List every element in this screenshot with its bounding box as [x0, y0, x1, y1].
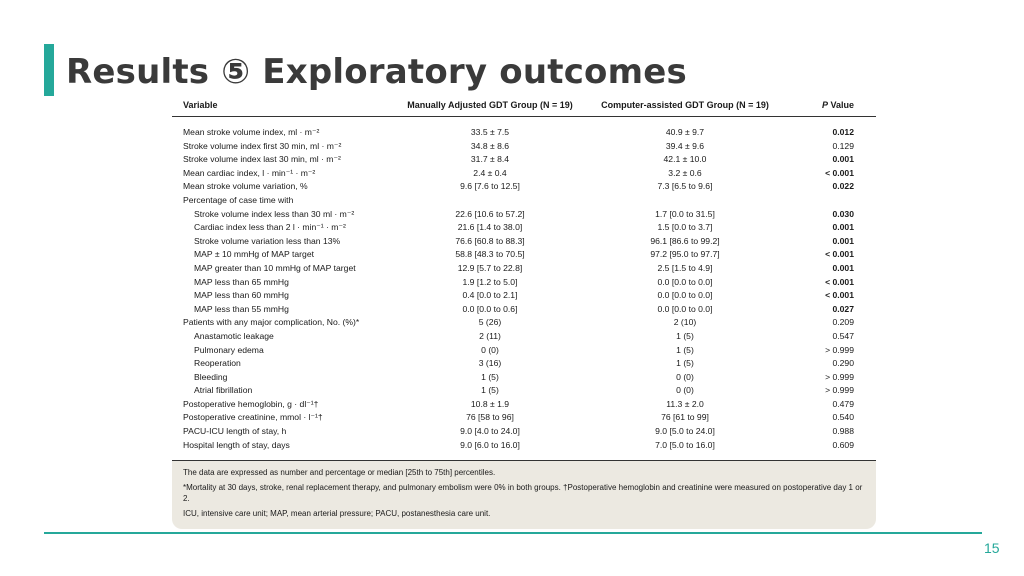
row-variable-label: Patients with any major complication, No. (%)*: [183, 317, 360, 328]
row-p-value: < 0.001: [825, 249, 854, 260]
table-row: [172, 303, 876, 317]
row-p-value: 0.609: [832, 439, 854, 450]
row-manual-value: 0.4 [0.0 to 2.1]: [462, 290, 518, 301]
row-computer-value: 2.5 [1.5 to 4.9]: [657, 262, 713, 273]
row-variable-label: Mean stroke volume index, ml · m⁻²: [183, 127, 320, 137]
header-p-value: [780, 96, 876, 117]
row-variable-label: Hospital length of stay, days: [183, 439, 290, 450]
table-header-row: [172, 96, 876, 117]
table-row: [172, 262, 876, 276]
table-row: [172, 425, 876, 439]
row-computer-value: 97.2 [95.0 to 97.7]: [650, 249, 720, 260]
header-computer-group: Computer-assisted GDT Group (N = 19): [590, 96, 780, 117]
row-manual-value: 0 (0): [481, 344, 499, 355]
row-p-value: 0.547: [832, 330, 854, 341]
row-variable-label: Stroke volume index less than 30 ml · m⁻²: [194, 208, 355, 219]
row-manual-value: 3 (16): [478, 358, 502, 369]
row-computer-value: 1 (5): [676, 330, 694, 341]
row-manual-value: 9.0 [4.0 to 24.0]: [460, 426, 520, 437]
row-manual-value: 1 (5): [481, 385, 499, 396]
row-computer-value: 1 (5): [676, 344, 694, 355]
row-computer-value: 76 [61 to 99]: [661, 412, 709, 423]
row-p-value: 0.001: [832, 235, 854, 246]
row-variable-label: MAP less than 65 mmHg: [194, 276, 289, 287]
row-variable-label: Mean stroke volume variation, %: [183, 181, 308, 192]
row-p-value: < 0.001: [825, 290, 854, 301]
table-row: [172, 357, 876, 371]
row-p-value: 0.027: [832, 303, 854, 314]
table-row: [172, 221, 876, 235]
row-manual-value: 10.8 ± 1.9: [470, 398, 510, 409]
row-variable-label: Atrial fibrillation: [194, 385, 253, 396]
row-variable-label: MAP ± 10 mmHg of MAP target: [194, 249, 314, 260]
row-manual-value: 1.9 [1.2 to 5.0]: [462, 276, 518, 287]
table-row: [172, 371, 876, 385]
table-row: [172, 439, 876, 453]
table-body: [172, 117, 876, 453]
header-variable: Variable: [172, 96, 390, 117]
row-p-value: [780, 194, 876, 208]
row-computer-value: 7.0 [5.0 to 16.0]: [655, 439, 715, 450]
slide-title: Results ⑤ Exploratory outcomes: [66, 52, 687, 92]
row-variable-label: Stroke volume index last 30 min, ml · m⁻²: [183, 154, 341, 165]
table-row: [172, 126, 876, 140]
row-p-value: 0.209: [832, 317, 854, 328]
row-manual-value: 58.8 [48.3 to 70.5]: [455, 249, 525, 260]
row-manual-value: 21.6 [1.4 to 38.0]: [457, 222, 523, 233]
row-manual-value: 12.9 [5.7 to 22.8]: [457, 262, 523, 273]
row-p-value: 0.129: [832, 140, 854, 151]
row-variable-label: Percentage of case time with: [183, 194, 294, 205]
table-spacer: [172, 117, 876, 127]
row-variable-label: Pulmonary edema: [194, 344, 264, 355]
header-manual-group: Manually Adjusted GDT Group (N = 19): [390, 96, 590, 117]
table-row: [172, 289, 876, 303]
row-variable-label: Stroke volume variation less than 13%: [194, 235, 341, 246]
row-manual-value: 1 (5): [481, 371, 499, 382]
row-p-value: 0.479: [832, 398, 854, 409]
row-computer-value: 7.3 [6.5 to 9.6]: [657, 181, 713, 192]
row-variable-label: Bleeding: [194, 371, 228, 382]
row-p-value: < 0.001: [825, 167, 854, 178]
row-manual-value: 33.5 ± 7.5: [470, 127, 510, 137]
row-manual-value: 0.0 [0.0 to 0.6]: [462, 303, 518, 314]
exploratory-outcomes-table: [172, 96, 876, 452]
row-variable-label: Postoperative hemoglobin, g · dl⁻¹†: [183, 398, 319, 409]
row-manual-value: 31.7 ± 8.4: [470, 154, 510, 165]
row-manual-value: 9.0 [6.0 to 16.0]: [460, 439, 520, 450]
row-variable-label: Mean cardiac index, l · min⁻¹ · m⁻²: [183, 167, 316, 178]
table-row: [172, 411, 876, 425]
row-p-value: 0.988: [832, 426, 854, 437]
row-p-value: 0.001: [832, 222, 854, 233]
table-row: [172, 153, 876, 167]
row-variable-label: Stroke volume index first 30 min, ml · m⁻²: [183, 140, 342, 151]
row-p-value: 0.001: [832, 262, 854, 273]
row-manual-value: 76.6 [60.8 to 88.3]: [455, 235, 525, 246]
footnote-abbreviations: ICU, intensive care unit; MAP, mean arterial pressure; PACU, postanesthesia care unit.: [183, 509, 491, 518]
row-p-value: 0.022: [832, 181, 854, 192]
row-manual-value: 5 (26): [478, 317, 502, 328]
table-row: [172, 208, 876, 222]
row-p-value: 0.540: [832, 412, 854, 423]
table-row: [172, 194, 876, 208]
row-manual-value: 22.6 [10.6 to 57.2]: [455, 208, 525, 219]
row-computer-value: 0.0 [0.0 to 0.0]: [657, 276, 713, 287]
table-row: [172, 248, 876, 262]
row-manual-value: 2 (11): [479, 330, 501, 341]
row-p-value: 0.290: [832, 358, 854, 369]
results-table-panel: [172, 96, 876, 529]
row-computer-value: 1.7 [0.0 to 31.5]: [655, 208, 715, 219]
header-p-letter: P: [821, 100, 828, 111]
page-number: 15: [984, 540, 1000, 556]
row-computer-value: 39.4 ± 9.6: [665, 140, 705, 151]
row-variable-label: Reoperation: [194, 358, 241, 369]
header-p-suffix: Value: [827, 100, 854, 111]
table-row: [172, 180, 876, 194]
footnote-data-format: The data are expressed as number and percentage or median [25th to 75th] percentiles.: [183, 468, 496, 477]
row-p-value: 0.001: [832, 154, 854, 165]
table-row: [172, 330, 876, 344]
row-manual-value: 9.6 [7.6 to 12.5]: [460, 181, 520, 192]
row-variable-label: PACU-ICU length of stay, h: [183, 426, 287, 437]
row-computer-value: 0 (0): [676, 371, 694, 382]
row-computer-value: 2 (10): [673, 317, 697, 328]
row-computer-value: [590, 194, 780, 208]
table-row: [172, 140, 876, 154]
row-manual-value: 34.8 ± 8.6: [470, 140, 510, 151]
row-computer-value: 96.1 [86.6 to 99.2]: [650, 235, 720, 246]
footer-divider: [44, 532, 982, 534]
row-computer-value: 0.0 [0.0 to 0.0]: [657, 303, 713, 314]
row-computer-value: 1.5 [0.0 to 3.7]: [657, 222, 713, 233]
row-computer-value: 1 (5): [676, 358, 694, 369]
table-row: [172, 384, 876, 398]
row-computer-value: 9.0 [5.0 to 24.0]: [655, 426, 715, 437]
row-computer-value: 40.9 ± 9.7: [665, 127, 705, 137]
row-p-value: > 0.999: [825, 344, 854, 355]
row-manual-value: 76 [58 to 96]: [466, 412, 514, 423]
row-variable-label: MAP greater than 10 mmHg of MAP target: [194, 262, 356, 273]
table-row: [172, 316, 876, 330]
table-row: [172, 398, 876, 412]
table-footnotes: [172, 460, 876, 529]
row-variable-label: MAP less than 55 mmHg: [194, 303, 289, 314]
row-p-value: 0.030: [832, 208, 854, 219]
row-computer-value: 11.3 ± 2.0: [666, 398, 704, 409]
row-p-value: > 0.999: [825, 385, 854, 396]
table-row: [172, 276, 876, 290]
row-p-value: > 0.999: [825, 371, 854, 382]
row-computer-value: 0 (0): [676, 385, 694, 396]
row-manual-value: 2.4 ± 0.4: [473, 167, 507, 178]
row-computer-value: 0.0 [0.0 to 0.0]: [657, 290, 713, 301]
row-variable-label: Cardiac index less than 2 l · min⁻¹ · m⁻²: [194, 222, 346, 233]
row-p-value: 0.012: [832, 127, 854, 137]
row-variable-label: MAP less than 60 mmHg: [194, 290, 289, 301]
footnote-mortality: *Mortality at 30 days, stroke, renal replacement therapy, and pulmonary embolism were 0% in both groups. †Postoperative hemoglobin and creatinine were measured on postoperative day 1 or 2.: [183, 483, 863, 503]
row-computer-value: 42.1 ± 10.0: [663, 154, 707, 165]
table-row: [172, 344, 876, 358]
table-row: [172, 167, 876, 181]
row-manual-value: [390, 194, 590, 208]
row-computer-value: 3.2 ± 0.6: [668, 167, 702, 178]
row-variable-label: Postoperative creatinine, mmol · l⁻¹†: [183, 412, 323, 423]
row-variable-label: Anastamotic leakage: [194, 330, 274, 341]
title-accent-bar: [44, 44, 54, 96]
row-p-value: < 0.001: [825, 276, 854, 287]
table-row: [172, 235, 876, 249]
